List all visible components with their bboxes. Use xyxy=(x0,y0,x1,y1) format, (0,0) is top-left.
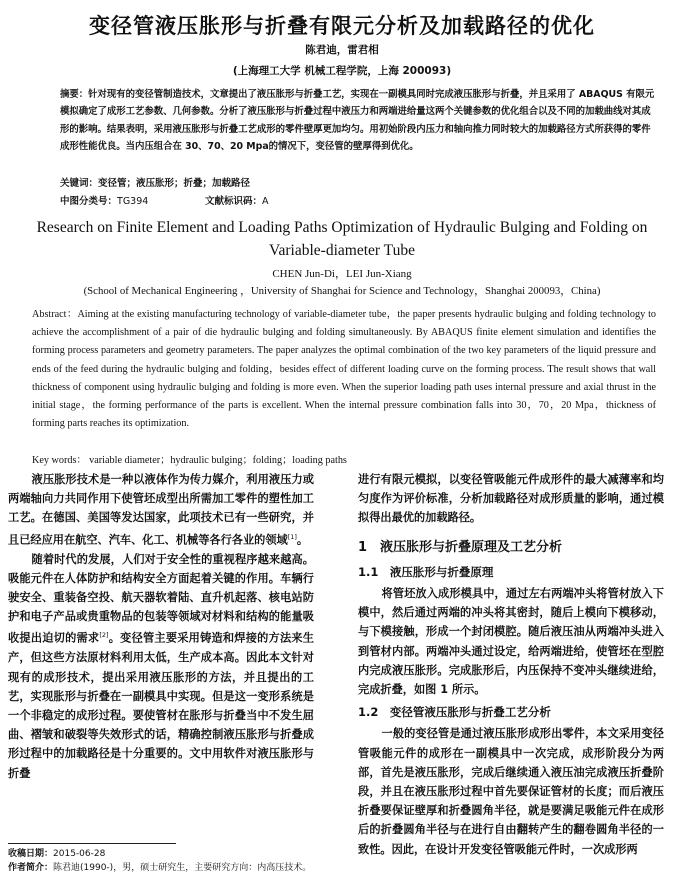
body-column-right xyxy=(358,470,664,859)
keywords-en-text: variable diameter；hydraulic bulging；folding；loading paths xyxy=(89,455,347,466)
class-number-value: TG394 xyxy=(117,196,149,207)
paragraph-text-end: 。变径管主要采用铸造和焊接的方法来生产，但这些方法原材料利用太低，生产成本高。因此本文针对现有的成形技术，提出采用液压胀形的方法，并且提出的工艺，实现胀形与折叠在一副模具中实现。但是这一变形系统是一个非稳定的成形过程。要使管材在胀形与折叠当中不发生屈曲、褶皱和破裂等失效形式的话，精确控制液压胀形与折叠成形过程中的加载路径是十分重要的。文中用软件对液压胀形与折叠 xyxy=(8,632,314,780)
section-heading: 1 液压胀形与折叠原理及工艺分析 xyxy=(358,539,563,555)
doc-code xyxy=(205,193,269,207)
paper-title-en: Research on Finite Element and Loading Paths Optimization of Hydraulic Bulging and Folding on Variable-diameter Tube xyxy=(36,219,648,259)
body-column-left xyxy=(8,470,314,783)
classification-line xyxy=(60,193,269,207)
affiliation-cn: (上海理工大学 机械工程学院，上海 200093) xyxy=(232,65,452,77)
author-bio-label: 作者简介： xyxy=(8,862,54,873)
author-bio-text: 陈君迪(1990-)，男，硕士研究生，主要研究方向：内高压技术。 xyxy=(53,862,312,873)
body-paragraph xyxy=(8,550,314,783)
received-label: 收稿日期： xyxy=(8,849,54,859)
doc-code-value: A xyxy=(262,196,269,207)
keywords-cn xyxy=(60,175,250,189)
keywords-en-label: Key words： xyxy=(32,455,87,466)
paper-title-cn: 变径管液压胀形与折叠有限元分析及加载路径的优化 xyxy=(89,14,595,38)
keywords-en xyxy=(32,451,347,466)
class-number-label: 中图分类号： xyxy=(60,196,118,207)
keywords-cn-text: 变径管；液压胀形；折叠；加载路径 xyxy=(98,178,251,189)
affiliation-en: (School of Mechanical Engineering ，University of Shanghai for Science and Technology，Shanghai 200093，China) xyxy=(83,285,601,297)
keywords-cn-label: 关键词： xyxy=(60,178,99,189)
abstract-cn-label: 摘要： xyxy=(60,89,89,100)
abstract-en xyxy=(32,306,656,433)
subsection-heading: 1.1 液压胀形与折叠原理 xyxy=(358,564,494,579)
body-paragraph xyxy=(8,470,314,550)
body-paragraph: 一般的变径管是通过液压胀形成形出零件，本文采用变径管吸能元件的成形在一副模具中一次完成，成形阶段分为两部，首先是液压胀形，完成后继续通入液压油完成液压折叠阶段，并且在液压胀形过程中首先要保证管材的长度；而后液压折叠要保证壁厚和折叠圆角半径，就是要满足吸能元件在成形后的折叠圆角半径与在进行自由翻转产生的翻卷圆角半径的一致性。因此，在设计开发变径管吸能元件时，一次成形两 xyxy=(358,727,664,856)
abstract-cn xyxy=(60,86,656,156)
body-paragraph: 进行有限元模拟，以变径管吸能元件成形件的最大减薄率和均匀度作为评价标准，分析加载路径对成形质量的影响，通过模拟得出最优的加载路径。 xyxy=(358,473,664,525)
paragraph-text: 随着时代的发展，人们对于安全性的重视程序越来越高。吸能元件在人体防护和结构安全方面起着关键的作用。车辆行驶安全、重装备空投、航天器软着陆、直升机起落、核电站防护和电子产品或贵重物品的包装等领域对材料和结构的能量吸收提出迫切的需求 xyxy=(8,552,314,646)
footnote xyxy=(8,848,328,875)
body-paragraph: 将管坯放入成形模具中，通过左右两端冲头将管材放入下模中，然后通过两端的冲头将其密封，随后上模向下模移动，与下模接触，形成一个封闭模腔。随后液压油从两端冲头进入到管材内部。两端冲头通过设定，给两端进给，使管坯在型腔内完成液压胀形。完成胀形后，内压保持不变冲头继续进给，完成折叠，如图 1 所示。 xyxy=(358,587,664,697)
footnote-divider xyxy=(8,843,176,844)
citation-ref: [1] xyxy=(287,532,297,541)
subsection-heading: 1.2 变径管液压胀形与折叠工艺分析 xyxy=(358,705,551,720)
abstract-en-label: Abstract： xyxy=(32,309,78,320)
citation-ref: [2] xyxy=(99,631,109,640)
author-bio xyxy=(8,862,328,876)
received-value: 2015-06-28 xyxy=(53,849,106,859)
paragraph-text: 液压胀形技术是一种以液体作为传力媒介，利用液压力或两端轴向力共同作用下使管坯成型出所需加工零件的塑性加工工艺。在德国、美国等发达国家，此项技术已有一些研究，并且已经应用在航空、汽车、化工、机械等各行各业的领域 xyxy=(8,473,314,547)
abstract-cn-text: 针对现有的变径管制造技术，文章提出了液压胀形与折叠工艺，实现在一副模具同时完成液压胀形与折叠，并且采用了 ABAQUS 有限元模拟确定了成形工艺参数、几何参数。分析了液压胀形与折叠过程中液压力和两端进给量这两个关键参数的优化组合以及不同的加载曲线对其成形的影响。结果表明，采用液压胀形与折叠工艺成形的零件壁厚更加均匀。用初始阶段内压力和轴向推力同时较大的加载路径方式所获得的零件成形性能优良。当内压组合在 30、70、20 Mpa的情况下，变径管的壁厚得到优化。 xyxy=(60,89,655,153)
authors-en: CHEN Jun-Di，LEI Jun-Xiang xyxy=(272,268,412,280)
doc-code-label: 文献标识码： xyxy=(205,196,263,207)
paragraph-text-end: 。 xyxy=(296,533,309,547)
received-date xyxy=(8,848,328,862)
abstract-en-text: Aiming at the existing manufacturing technology of variable-diameter tube，the paper presents hydraulic bulging and folding technology to achieve the accomplishment of a pair of die hydraulic bulging and folding simultaneously. By ABAQUS finite element simulation and identifies the forming process parameters and geometry parameters. The paper analyzes the optimal combination of the two key parameters of the liquid pressure and ends of the feed during the hydraulic bulging and folding，besides effect of different loading curve on the forming process. The result shows that wall thickness of component using hydraulic bulging and folding is more even. When the superior loading path uses internal pressure and axial thrust in the initial stage，the forming performance of the parts is excellent. When the internal pressure combination falls into 30，70，20 Mpa，thickness of forming parts reaches its optimization. xyxy=(32,309,656,430)
authors-cn: 陈君迪，雷君相 xyxy=(305,44,379,56)
